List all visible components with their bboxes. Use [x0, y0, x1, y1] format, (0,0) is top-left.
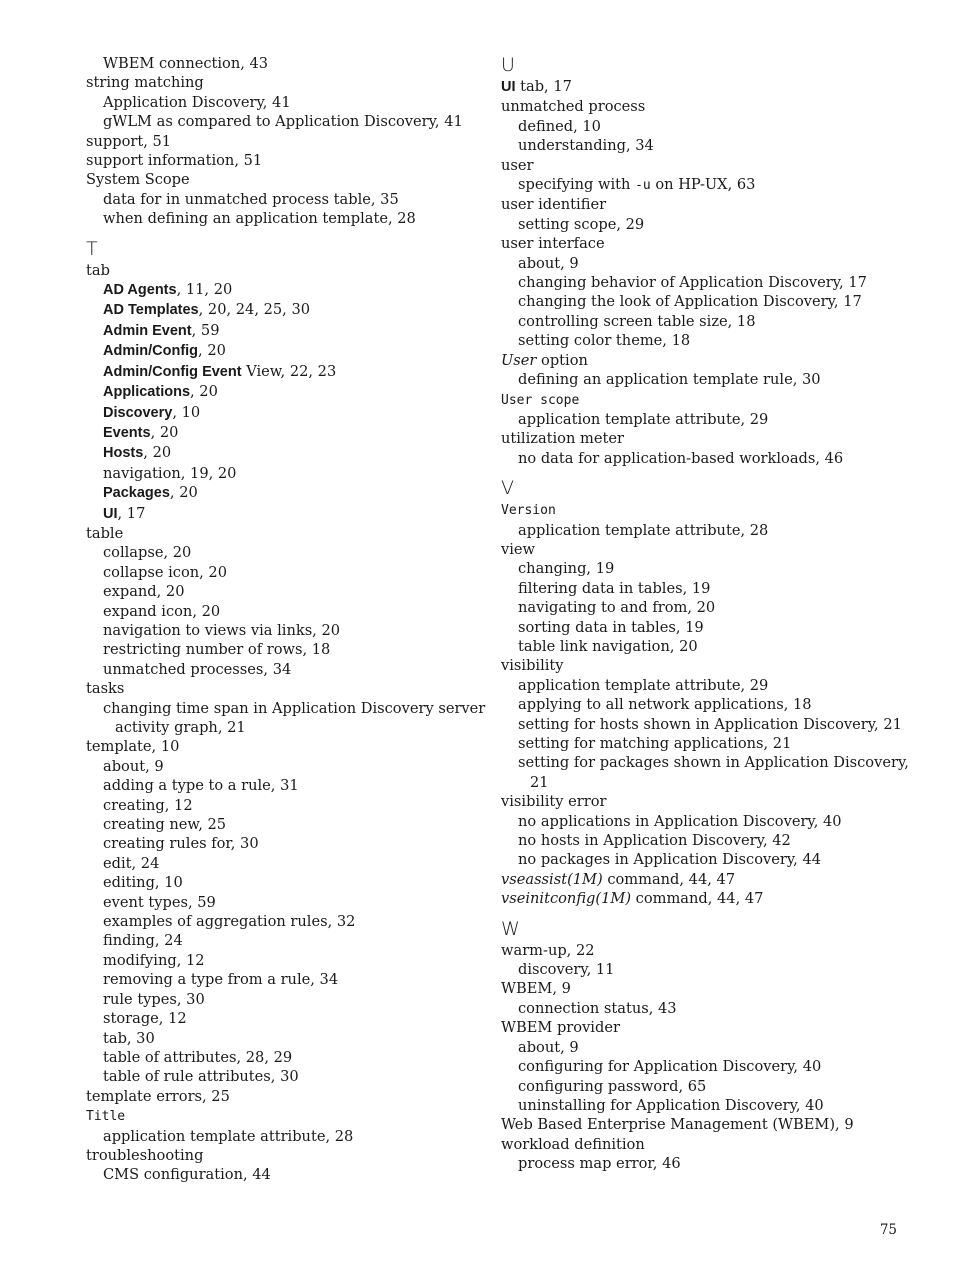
index-entry-text: creating new, 25	[103, 816, 227, 834]
index-entry	[501, 656, 911, 675]
index-entry-text: collapse icon, 20	[103, 563, 227, 581]
index-entry-text: user	[501, 156, 534, 174]
index-entry	[86, 679, 486, 698]
index-entry	[86, 737, 486, 756]
index-subentry	[86, 1165, 486, 1184]
index-entry-text: tab, 30	[103, 1029, 155, 1047]
index-entry	[86, 1146, 486, 1165]
index-entry-text: Admin Event	[103, 322, 192, 339]
index-entry-text: setting for hosts shown in Application Discovery, 21	[518, 715, 902, 733]
index-entry	[501, 540, 911, 559]
index-entry-text: collapse, 20	[103, 544, 192, 562]
index-entry-text: Web Based Enterprise Management (WBEM), 9	[501, 1116, 854, 1134]
index-entry-text: examples of aggregation rules, 32	[103, 913, 356, 931]
index-entry-text: vseinitconfig(1M)	[501, 890, 632, 908]
index-entry	[501, 941, 911, 960]
index-entry-text: no data for application-based workloads, 46	[518, 449, 844, 467]
index-entry-text: setting color theme, 18	[518, 332, 691, 350]
index-subentry	[501, 1096, 911, 1115]
index-entry	[501, 870, 911, 889]
page-number: 75	[879, 1222, 897, 1238]
index-entry-text: , 11, 20	[176, 281, 233, 299]
index-entry-text: User	[501, 351, 537, 369]
index-entry-text: , 20	[169, 484, 198, 502]
index-entry-text: , 20	[190, 383, 218, 401]
index-subentry	[86, 873, 486, 892]
index-entry-text: AD Agents	[103, 282, 177, 299]
index-subentry	[501, 812, 911, 831]
index-entry-text: sorting data in tables, 19	[518, 618, 704, 636]
index-entry	[501, 792, 911, 811]
index-entry-text: defined, 10	[518, 117, 601, 135]
index-subentry	[86, 640, 486, 659]
index-subentry	[501, 136, 911, 155]
index-entry-text: applying to all network applications, 18	[518, 696, 812, 714]
index-entry-text: Application Discovery, 41	[103, 93, 291, 111]
index-entry-text: User scope	[501, 392, 580, 408]
index-subentry	[501, 410, 911, 429]
index-entry-text: utilization meter	[501, 430, 624, 448]
index-entry-text: Applications	[103, 384, 191, 401]
index-entry-text: View, 22, 23	[241, 362, 337, 380]
index-entry-text: activity graph, 21	[115, 719, 246, 736]
index-entry-text: tab, 17	[515, 78, 572, 95]
index-subentry	[501, 1077, 911, 1096]
index-entry-text: about, 9	[518, 254, 579, 272]
index-entry-text: no applications in Application Discovery, 40	[518, 812, 842, 830]
index-entry	[501, 500, 911, 520]
index-entry-text: , 20	[143, 444, 172, 462]
index-subentry	[86, 190, 486, 209]
index-entry-text: restricting number of rows, 18	[103, 641, 331, 659]
index-entry-text: Events	[103, 424, 151, 441]
index-entry-text: changing the look of Application Discovery, 17	[518, 293, 862, 311]
index-entry-text: visibility error	[501, 793, 607, 811]
index-subentry	[86, 563, 486, 582]
index-letter-heading: U	[501, 54, 515, 76]
index-entry-text: template, 10	[86, 738, 180, 756]
index-entry-text: support, 51	[86, 132, 172, 150]
index-subentry	[501, 1154, 911, 1173]
index-subentry	[86, 776, 486, 795]
index-subentry	[86, 504, 486, 524]
index-entry-text: tasks	[86, 680, 125, 698]
index-entry-text: navigation, 19, 20	[103, 464, 237, 482]
index-entry-text: understanding, 34	[518, 137, 654, 155]
index-entry-text: editing, 10	[103, 874, 183, 892]
index-entry-text: CMS configuration, 44	[103, 1166, 271, 1184]
index-subentry	[86, 931, 486, 950]
index-entry-text: user interface	[501, 235, 605, 253]
index-entry	[86, 261, 486, 280]
index-entry-text: unmatched process	[501, 98, 646, 116]
index-subentry	[86, 602, 486, 621]
index-entry-text: application template attribute, 28	[518, 521, 769, 539]
index-subentry	[86, 951, 486, 970]
index-subentry	[86, 990, 486, 1009]
index-entry	[501, 234, 911, 253]
index-entry-text: unmatched processes, 34	[103, 660, 292, 678]
index-subentry	[501, 449, 911, 468]
index-entry-text: about, 9	[103, 757, 164, 775]
index-entry-text: UI	[501, 79, 516, 95]
index-subentry	[501, 734, 911, 753]
index-subentry	[501, 331, 911, 350]
index-entry	[501, 1018, 911, 1037]
index-entry-text: application template attribute, 28	[103, 1127, 354, 1145]
index-subentry	[86, 93, 486, 112]
index-entry-text: UI	[103, 505, 118, 522]
index-subentry	[86, 796, 486, 815]
index-subentry	[501, 676, 911, 695]
index-entry-text: setting scope, 29	[518, 215, 645, 233]
index-entry-text: Discovery	[103, 404, 173, 421]
index-entry-text: WBEM provider	[501, 1019, 620, 1037]
index-subentry	[86, 403, 486, 423]
index-subentry	[86, 1029, 486, 1048]
index-subentry	[501, 618, 911, 637]
index-entry-text: about, 9	[518, 1038, 579, 1056]
index-subentry	[86, 464, 486, 483]
index-entry-text: view	[501, 540, 536, 558]
index-entry-text: table of attributes, 28, 29	[103, 1048, 293, 1066]
index-entry-text: changing, 19	[518, 560, 615, 578]
index-entry-text: controlling screen table size, 18	[518, 312, 756, 330]
index-subentry	[86, 443, 486, 463]
index-subentry	[86, 699, 486, 718]
index-entry-text: data for in unmatched process table, 35	[103, 190, 399, 208]
index-entry-text: changing behavior of Application Discovery, 17	[518, 274, 867, 292]
index-subentry	[86, 543, 486, 562]
index-entry-text: no hosts in Application Discovery, 42	[518, 832, 791, 850]
index-entry-text: connection status, 43	[518, 999, 677, 1017]
index-subentry	[501, 254, 911, 273]
index-subentry	[86, 854, 486, 873]
index-subentry	[501, 753, 911, 772]
index-entry	[501, 979, 911, 998]
index-entry-text: Admin/Config	[103, 343, 199, 360]
index-entry-text: table	[86, 524, 124, 542]
index-entry-text: application template attribute, 29	[518, 676, 769, 694]
index-entry	[501, 429, 911, 448]
index-column-left	[86, 54, 486, 1185]
index-entry-text: warm-up, 22	[501, 941, 595, 959]
index-entry-text: expand icon, 20	[103, 602, 221, 620]
index-subentry	[86, 1127, 486, 1146]
index-entry-text: specifying with	[518, 176, 636, 194]
index-entry-text: setting for packages shown in Application Discovery,	[518, 754, 909, 772]
index-subentry	[501, 117, 911, 136]
index-entry-text: , 59	[191, 321, 220, 339]
index-subentry	[86, 362, 486, 382]
index-entry-text: no packages in Application Discovery, 44	[518, 851, 822, 869]
index-entry-text: configuring password, 65	[518, 1077, 707, 1095]
index-subentry	[501, 999, 911, 1018]
index-entry-text: string matching	[86, 74, 204, 92]
index-entry-text: Hosts	[103, 445, 144, 462]
index-entry	[86, 73, 486, 92]
index-subentry	[501, 960, 911, 979]
index-entry-text: expand, 20	[103, 583, 185, 601]
index-subentry	[86, 1048, 486, 1067]
index-entry	[86, 1106, 486, 1126]
index-entry-text: visibility	[501, 657, 564, 675]
index-entry-text: , 20, 24, 25, 30	[198, 301, 311, 319]
index-entry	[501, 77, 911, 97]
index-entry-text: WBEM connection, 43	[103, 55, 269, 72]
index-entry-text: vseassist(1M)	[501, 870, 603, 888]
index-entry	[501, 390, 911, 410]
index-entry-text: storage, 12	[103, 1010, 187, 1028]
index-entry-text: Title	[86, 1109, 126, 1125]
index-entry-text: option	[536, 351, 588, 369]
index-entry-text: filtering data in tables, 19	[518, 579, 711, 597]
index-entry-text: creating, 12	[103, 796, 193, 814]
index-entry-text: removing a type from a rule, 34	[103, 971, 339, 989]
index-entry-text: rule types, 30	[103, 990, 205, 1008]
index-entry-text: support information, 51	[86, 152, 263, 170]
index-subentry	[86, 280, 486, 300]
index-subentry	[86, 621, 486, 640]
index-entry	[501, 195, 911, 214]
index-entry-text: table link navigation, 20	[518, 637, 698, 655]
index-entry-text: event types, 59	[103, 893, 216, 911]
index-entry-text: finding, 24	[103, 932, 183, 950]
index-entry	[501, 1115, 911, 1134]
index-entry	[86, 524, 486, 543]
index-subentry	[86, 757, 486, 776]
index-entry-text: 21	[530, 773, 549, 791]
index-entry	[501, 1135, 911, 1154]
index-entry	[501, 889, 911, 908]
index-entry-text: tab	[86, 261, 110, 279]
index-subentry	[501, 715, 911, 734]
index-subentry	[86, 912, 486, 931]
index-entry-text: troubleshooting	[86, 1146, 204, 1164]
index-entry-text: configuring for Application Discovery, 40	[518, 1058, 822, 1076]
index-entry-text: changing time span in Application Discovery server	[103, 699, 486, 717]
index-subentry	[86, 382, 486, 402]
index-subentry	[86, 1009, 486, 1028]
index-letter-heading: V	[501, 477, 514, 500]
index-subentry	[86, 893, 486, 912]
index-entry-text: on HP-UX, 63	[650, 176, 756, 194]
index-subentry	[501, 773, 911, 792]
index-subentry	[86, 321, 486, 341]
index-entry-text: , 17	[117, 504, 146, 522]
index-entry-text: user identifier	[501, 196, 607, 214]
index-entry-text: modifying, 12	[103, 951, 205, 969]
index-entry	[86, 151, 486, 170]
index-entry-text: setting for matching applications, 21	[518, 735, 792, 752]
index-subentry	[86, 209, 486, 228]
index-entry-text: , 20	[198, 342, 226, 360]
index-entry-text: System Scope	[86, 171, 190, 189]
index-entry-text: command, 44, 47	[631, 890, 764, 908]
index-subentry	[86, 970, 486, 989]
index-entry	[86, 1087, 486, 1106]
index-subentry	[501, 579, 911, 598]
index-entry	[86, 132, 486, 151]
index-subentry	[86, 112, 486, 131]
index-subentry	[86, 815, 486, 834]
index-entry-text: command, 44, 47	[602, 870, 736, 888]
index-entry-text: adding a type to a rule, 31	[103, 777, 299, 795]
index-entry-text: navigation to views via links, 20	[103, 621, 341, 639]
index-entry-text: uninstalling for Application Discovery, 40	[518, 1096, 824, 1114]
index-entry-text: workload definition	[501, 1135, 645, 1153]
index-subentry	[501, 1038, 911, 1057]
index-entry-text: table of rule attributes, 30	[103, 1068, 299, 1086]
index-subentry	[501, 175, 911, 195]
index-entry-text: discovery, 11	[518, 961, 615, 979]
index-entry-text: application template attribute, 29	[518, 410, 769, 428]
index-entry-text: edit, 24	[103, 854, 160, 872]
index-entry-text: Version	[501, 503, 556, 519]
index-subentry	[501, 370, 911, 389]
index-entry-text: when defining an application template, 28	[103, 210, 416, 228]
index-entry-text: AD Templates	[103, 302, 199, 319]
index-entry-text: , 20	[150, 423, 179, 441]
index-subentry	[501, 695, 911, 714]
index-subentry	[86, 423, 486, 443]
index-subentry	[501, 850, 911, 869]
index-subentry	[86, 834, 486, 853]
index-subentry	[501, 312, 911, 331]
index-subentry	[86, 54, 486, 73]
index-entry	[501, 156, 911, 175]
index-entry-text: -u	[635, 178, 651, 194]
index-entry-text: Admin/Config Event	[103, 363, 242, 380]
index-letter-heading: W	[501, 917, 520, 940]
index-entry-text: WBEM, 9	[501, 980, 571, 998]
index-subentry	[86, 483, 486, 503]
index-subentry	[86, 718, 486, 737]
index-subentry	[86, 660, 486, 679]
index-entry-text: navigating to and from, 20	[518, 599, 716, 617]
index-subentry	[501, 559, 911, 578]
index-entry-text: process map error, 46	[518, 1155, 681, 1173]
index-subentry	[501, 215, 911, 234]
index-letter-heading: T	[86, 237, 98, 260]
index-entry-text: Packages	[103, 485, 170, 502]
index-subentry	[501, 637, 911, 656]
index-entry	[501, 97, 911, 116]
index-entry	[501, 351, 911, 370]
index-subentry	[86, 341, 486, 361]
index-column-right	[501, 54, 911, 1174]
index-subentry	[86, 300, 486, 320]
index-subentry	[86, 1067, 486, 1086]
index-entry-text: , 10	[172, 403, 201, 421]
index-subentry	[86, 582, 486, 601]
index-entry-text: gWLM as compared to Application Discovery, 41	[103, 113, 463, 131]
index-subentry	[501, 831, 911, 850]
index-entry-text: defining an application template rule, 30	[518, 371, 821, 389]
index-subentry	[501, 292, 911, 311]
index-entry-text: template errors, 25	[86, 1087, 230, 1105]
index-subentry	[501, 521, 911, 540]
index-entry	[86, 170, 486, 189]
index-subentry	[501, 1057, 911, 1076]
index-entry-text: creating rules for, 30	[103, 835, 259, 853]
index-subentry	[501, 598, 911, 617]
index-subentry	[501, 273, 911, 292]
